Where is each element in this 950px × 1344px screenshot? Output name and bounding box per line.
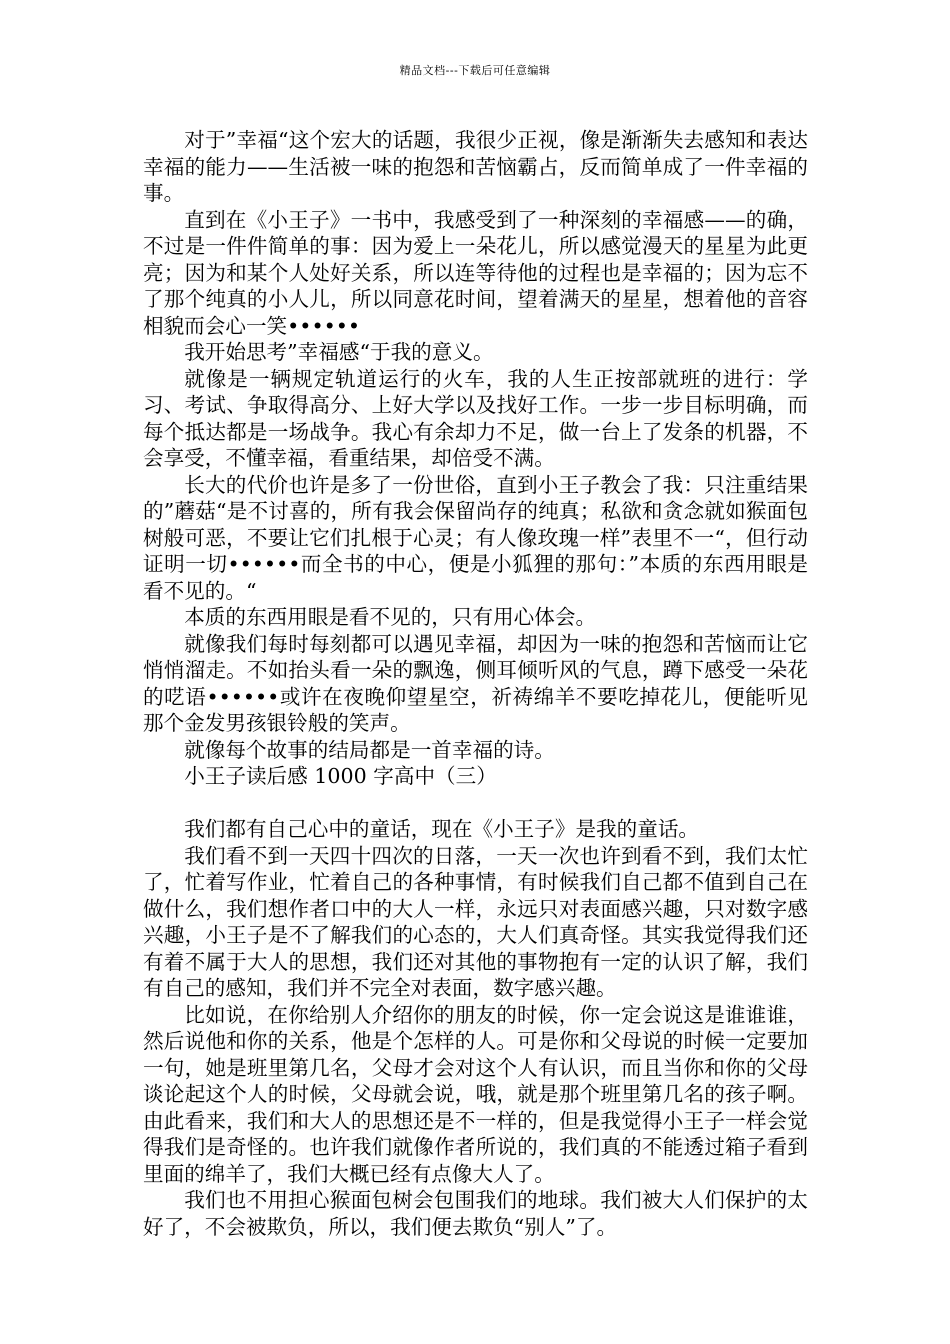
paragraph-7: 就像我们每时每刻都可以遇见幸福，却因为一味的抱怨和苦恼而让它悄悄溜走。不如抬头看一朵的飘逸，侧耳倾听风的气息，蹲下感受一朵花的呓语••••••或许在夜晚仰望星空，祈祷绵羊不要吃掉花儿，便能听见那个金发男孩银铃般的笑声。 <box>143 631 808 735</box>
blank-line <box>143 790 808 817</box>
paragraph-2: 直到在《小王子》一书中，我感受到了一种深刻的幸福感——的确，不过是一件件简单的事：因为爱上一朵花儿，所以感觉漫天的星星为此更亮；因为和某个人处好关系，所以连等待他的过程也是幸福的；因为忘不了那个纯真的小人儿，所以同意花时间，望着满天的星星，想着他的音容相貌而会心一笑•••••• <box>143 207 808 338</box>
paragraph-1: 对于”幸福“这个宏大的话题，我很少正视，像是渐渐失去感知和表达幸福的能力——生活被一味的抱怨和苦恼霸占，反而简单成了一件幸福的事。 <box>143 128 808 205</box>
paragraph-9: 我们都有自己心中的童话，现在《小王子》是我的童话。 <box>184 817 700 841</box>
paragraph-11: 比如说，在你给别人介绍你的朋友的时候，你一定会说这是谁谁谁，然后说他和你的关系，他是个怎样的人。可是你和父母说的时候一定要加一句，她是班里第几名，父母才会对这个人有认识，而且当你和你的父母谈论起这个人的时候，父母就会说，哦，就是那个班里第几名的孩子啊。由此看来，我们和大人的思想还是不一样的，但是我觉得小王子一样会觉得我们是奇怪的。也许我们就像作者所说的，我们真的不能透过箱子看到里面的绵羊了，我们大概已经有点像大人了。 <box>143 1002 808 1186</box>
page-header: 精品文档---下载后可任意编辑 <box>399 64 551 77</box>
paragraph-6: 本质的东西用眼是看不见的，只有用心体会。 <box>184 605 597 629</box>
paragraph-4: 就像是一辆规定轨道运行的火车，我的人生正按部就班的进行：学习、考试、争取得高分、上好大学以及找好工作。一步一步目标明确，而每个抵达都是一场战争。我心有余却力不足，做一台上了发条的机器，不会享受，不懂幸福，看重结果，却倍受不满。 <box>143 366 808 470</box>
paragraph-3: 我开始思考”幸福感“于我的意义。 <box>184 340 494 364</box>
paragraph-5: 长大的代价也许是多了一份世俗，直到小王子教会了我：只注重结果的”蘑菇“是不讨喜的，所有我会保留尚存的纯真；私欲和贪念就如猴面包树般可恶，不要让它们扎根于心灵；有人像玫瑰一样”表里不一“，但行动证明一切••••••而全书的中心，便是小狐狸的那句：”本质的东西用眼是看不见的。“ <box>143 472 808 603</box>
section-title: 小王子读后感 1000 字高中（三） <box>184 764 497 788</box>
paragraph-12: 我们也不用担心猴面包树会包围我们的地球。我们被大人们保护的太好了，不会被欺负，所以，我们便去欺负“别人”了。 <box>143 1188 808 1239</box>
paragraph-8: 就像每个故事的结局都是一首幸福的诗。 <box>184 737 555 762</box>
paragraph-10: 我们看不到一天四十四次的日落，一天一次也许到看不到，我们太忙了，忙着写作业，忙着自己的各种事情，有时候我们自己都不值到自己在做什么，我们想作者口中的大人一样，永远只对表面感兴趣，只对数字感兴趣，小王子是不了解我们的心态的，大人们真奇怪。其实我觉得我们还有着不属于大人的思想，我们还对其他的事物抱有一定的认识了解，我们有自己的感知，我们并不完全对表面，数字感兴趣。 <box>143 843 808 1000</box>
document-body <box>143 127 808 1240</box>
